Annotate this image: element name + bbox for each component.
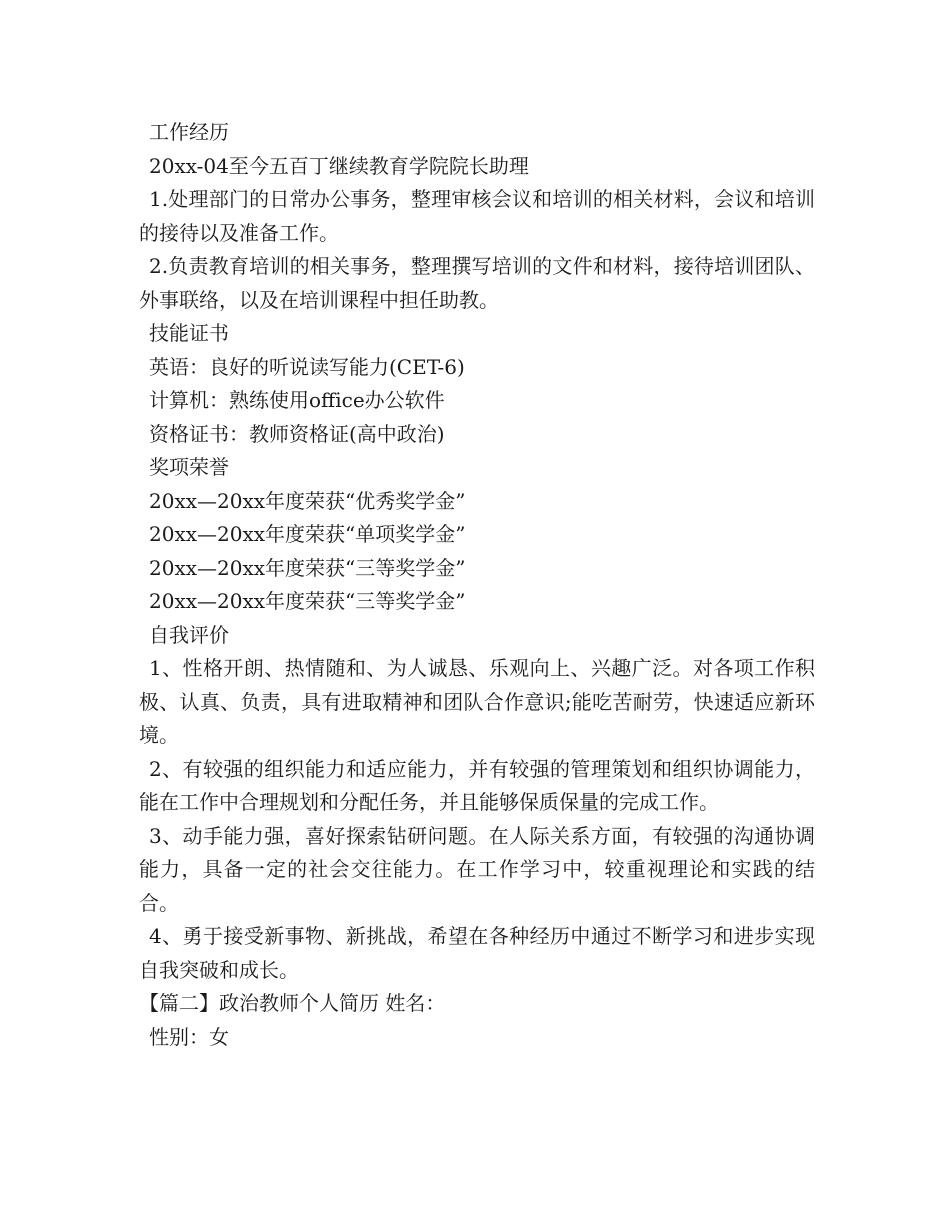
section-heading-self-eval: 自我评价 [149, 622, 229, 647]
skill-computer: 计算机：熟练使用office办公软件 [149, 388, 445, 412]
section-heading-skills: 技能证书 [149, 321, 229, 345]
gender-line: 性别：女 [149, 1024, 229, 1049]
work-entry-title: 20xx-04至今五百丁继续教育学院院长助理 [149, 153, 529, 178]
award-item: 20xx—20xx年度荣获“优秀奖学金” [149, 488, 466, 513]
section-heading-awards: 奖项荣誉 [149, 455, 229, 479]
self-eval-item-2: 2、有较强的组织能力和适应能力，并有较强的管理策划和组织协调能力，能在工作中合理规划和分配任务，并且能够保质保量的完成工作。 [139, 756, 815, 814]
skill-english: 英语：良好的听说读写能力(CET-6) [149, 354, 465, 379]
resume-body [139, 116, 815, 1054]
self-eval-item-1: 1、性格开朗、热情随和、为人诚恳、乐观向上、兴趣广泛。对各项工作积极、认真、负责，具有进取精神和团队合作意识;能吃苦耐劳，快速适应新环境。 [139, 656, 815, 747]
award-item: 20xx—20xx年度荣获“三等奖学金” [149, 589, 466, 613]
self-eval-item-4: 4、勇于接受新事物、新挑战，希望在各种经历中通过不断学习和进步实现自我突破和成长。 [139, 924, 815, 982]
work-item-1: 1.处理部门的日常办公事务，整理审核会议和培训的相关材料，会议和培训的接待以及准备工作。 [139, 187, 815, 245]
work-item-2: 2.负责教育培训的相关事务，整理撰写培训的文件和材料，接待培训团队、外事联络，以及在培训课程中担任助教。 [139, 254, 815, 312]
award-item: 20xx—20xx年度荣获“单项奖学金” [149, 522, 466, 546]
part-two-title: 【篇二】政治教师个人简历 姓名： [139, 991, 446, 1015]
self-eval-item-3: 3、动手能力强，喜好探索钻研问题。在人际关系方面，有较强的沟通协调能力，具备一定的社会交往能力。在工作学习中，较重视理论和实践的结合。 [139, 823, 815, 915]
section-heading-work: 工作经历 [149, 120, 229, 144]
skill-certificate: 资格证书：教师资格证(高中政治) [149, 421, 445, 446]
award-item: 20xx—20xx年度荣获“三等奖学金” [149, 555, 466, 580]
